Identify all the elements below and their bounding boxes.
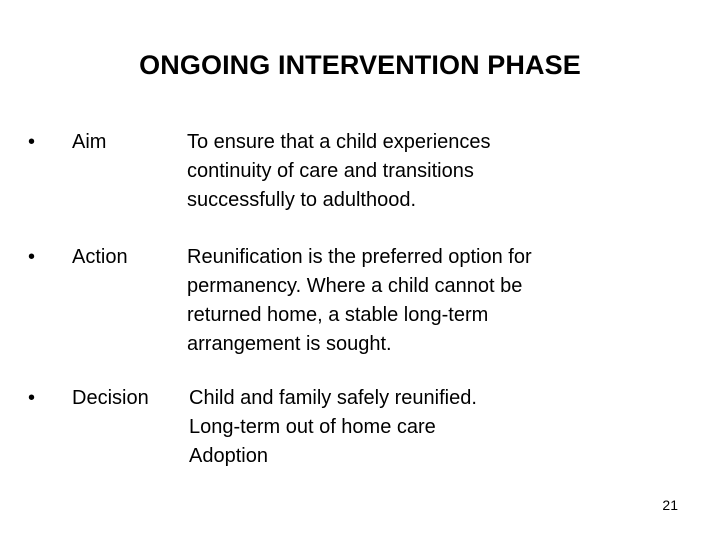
page-number: 21 xyxy=(662,497,678,513)
description-line: To ensure that a child experiences xyxy=(187,131,491,153)
description-line: Long-term out of home care xyxy=(189,416,436,438)
description-line: Child and family safely reunified. xyxy=(189,387,477,409)
item-description xyxy=(187,128,707,215)
description-line: Adoption xyxy=(189,445,268,467)
description-line: successfully to adulthood. xyxy=(187,189,417,211)
item-term: Action xyxy=(72,246,128,268)
bullet-icon: • xyxy=(28,131,36,153)
description-line: permanency. Where a child cannot be xyxy=(187,275,523,297)
item-description xyxy=(187,243,707,359)
description-line: arrangement is sought. xyxy=(187,333,392,355)
item-description xyxy=(189,384,709,471)
item-term: Aim xyxy=(72,131,107,153)
item-term: Decision xyxy=(72,387,149,409)
bullet-icon: • xyxy=(28,387,36,409)
description-line: continuity of care and transitions xyxy=(187,160,474,182)
bullet-icon: • xyxy=(28,246,36,268)
description-line: returned home, a stable long-term xyxy=(187,304,489,326)
description-line: Reunification is the preferred option for xyxy=(187,246,532,268)
slide-title: ONGOING INTERVENTION PHASE xyxy=(139,50,581,80)
